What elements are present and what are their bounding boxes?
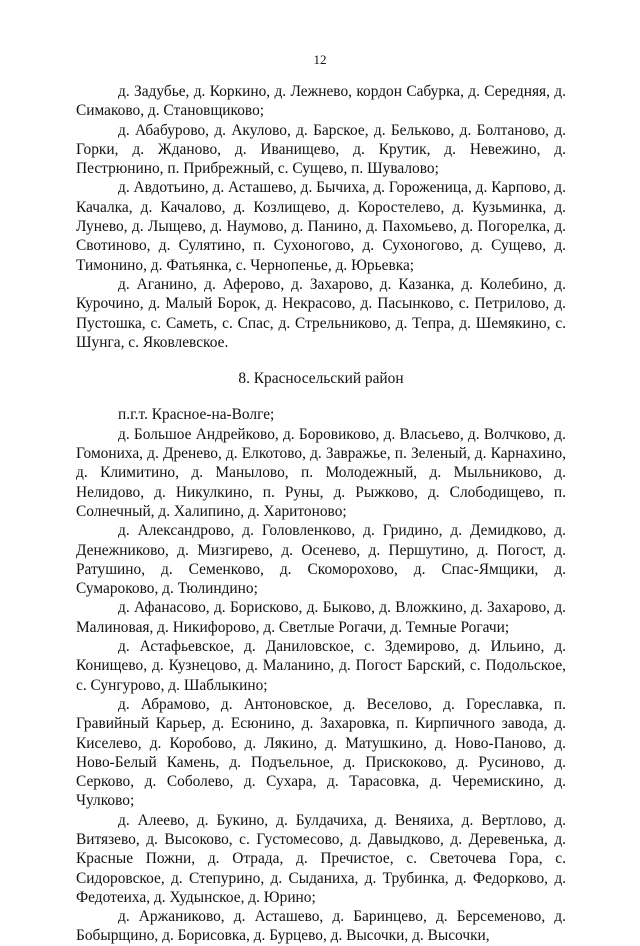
section-heading: 8. Красносельский район [238, 370, 404, 388]
paragraph-1: д. Задубье, д. Коркино, д. Лежнево, кордон Сабурка, д. Середняя, д. Симаково, д. Становщиково; [76, 83, 566, 120]
paragraph-9: д. Астафьевское, д. Даниловское, с. Здемирово, д. Ильино, д. Конищево, д. Кузнецово, д. Маланино, д. Погост Барский, с. Подольское, с. Сунгурово, д. Шаблыкино; [76, 638, 566, 694]
paragraph-12: д. Аржаниково, д. Асташево, д. Баринцево, д. Берсеменово, д. Бобырщино, д. Борисовка, д. Бурцево, д. Высочки, д. Высочки, [76, 908, 566, 945]
paragraph-2: д. Абабурово, д. Акулово, д. Барское, д. Бельково, д. Болтаново, д. Горки, д. Жданово, д. Иванищево, д. Крутик, д. Невежино, д. Пестрюнино, п. Прибрежный, с. Сущево, п. Шувалово; [76, 121, 566, 178]
paragraph-3: д. Авдотьино, д. Асташево, д. Бычиха, д. Гороженица, д. Карпово, д. Качалка, д. Качалово, д. Козлищево, д. Коростелево, д. Кузьминка, д. Лунево, д. Лыщево, д. Наумово, д. Панино, д. Пахомьево, д. Погорелка, д. Свотиново, д. Сулятино, п. Сухоногово, д. Сухоногово, д. Сущево, д. Тимонино, д. Фатьянка, с. Чернопенье, д. Юрьевка; [76, 179, 566, 274]
paragraph-8: д. Афанасово, д. Борисково, д. Быково, д. Вложкино, д. Захарово, д. Малиновая, д. Никифорово, д. Светлые Рогачи, д. Темные Рогачи; [76, 599, 566, 636]
paragraph-10: д. Абрамово, д. Антоновское, д. Веселово, д. Гореславка, п. Гравийный Карьер, д. Есюнино, д. Захаровка, п. Кирпичного завода, д. Киселево, д. Коробово, д. Лякино, д. Матушкино, д. Ново-Паново, д. Ново-Белый Камень, д. Подъельное, д. Прискоково, д. Русиново, д. Серково, д. Соболево, д. Сухара, д. Тарасовка, д. Черемискино, д. Чулково; [76, 695, 566, 810]
paragraph-4: д. Аганино, д. Аферово, д. Захарово, д. Казанка, д. Колебино, д. Курочино, д. Малый Борок, д. Некрасово, д. Пасынково, с. Петрилово, д. Пустошка, с. Саметь, с. Спас, д. Стрельниково, д. Тепра, д. Шемякино, с. Шунга, с. Яковлевское. [76, 275, 566, 351]
document-body [76, 82, 566, 946]
paragraph-11: д. Алеево, д. Букино, д. Булдачиха, д. Веняиха, д. Вертлово, д. Витязево, д. Высоково, с. Густомесово, д. Давыдково, д. Деревенька, д. Красные Пожни, д. Отрада, д. Пречистое, с. Светочева Гора, с. Сидоровское, д. Степурино, д. Сыданиха, д. Трубинка, д. Федорково, д. Федотеиха, д. Худынское, д. Юрино; [76, 811, 566, 906]
page-number: 12 [313, 52, 327, 67]
paragraph-6: д. Большое Андрейково, д. Боровиково, д. Власьево, д. Волчково, д. Гомониха, д. Дренево, д. Елкотово, д. Завражье, п. Зеленый, д. Карнахино, д. Климитино, д. Манылово, п. Молодежный, д. Мыльниково, д. Нелидово, д. Никулкино, п. Руны, д. Рыжково, д. Слободищево, п. Солнечный, д. Халипино, д. Харитоново; [76, 425, 566, 520]
paragraph-7: д. Александрово, д. Головленково, д. Гридино, д. Демидково, д. Денежниково, д. Мизгирево, д. Осенево, д. Першутино, д. Погост, д. Ратушино, д. Семенково, д. Скоморохово, д. Спас-Ямщики, д. Сумароково, д. Тюлиндино; [76, 522, 566, 598]
paragraph-5: п.г.т. Красное-на-Волге; [118, 406, 275, 424]
